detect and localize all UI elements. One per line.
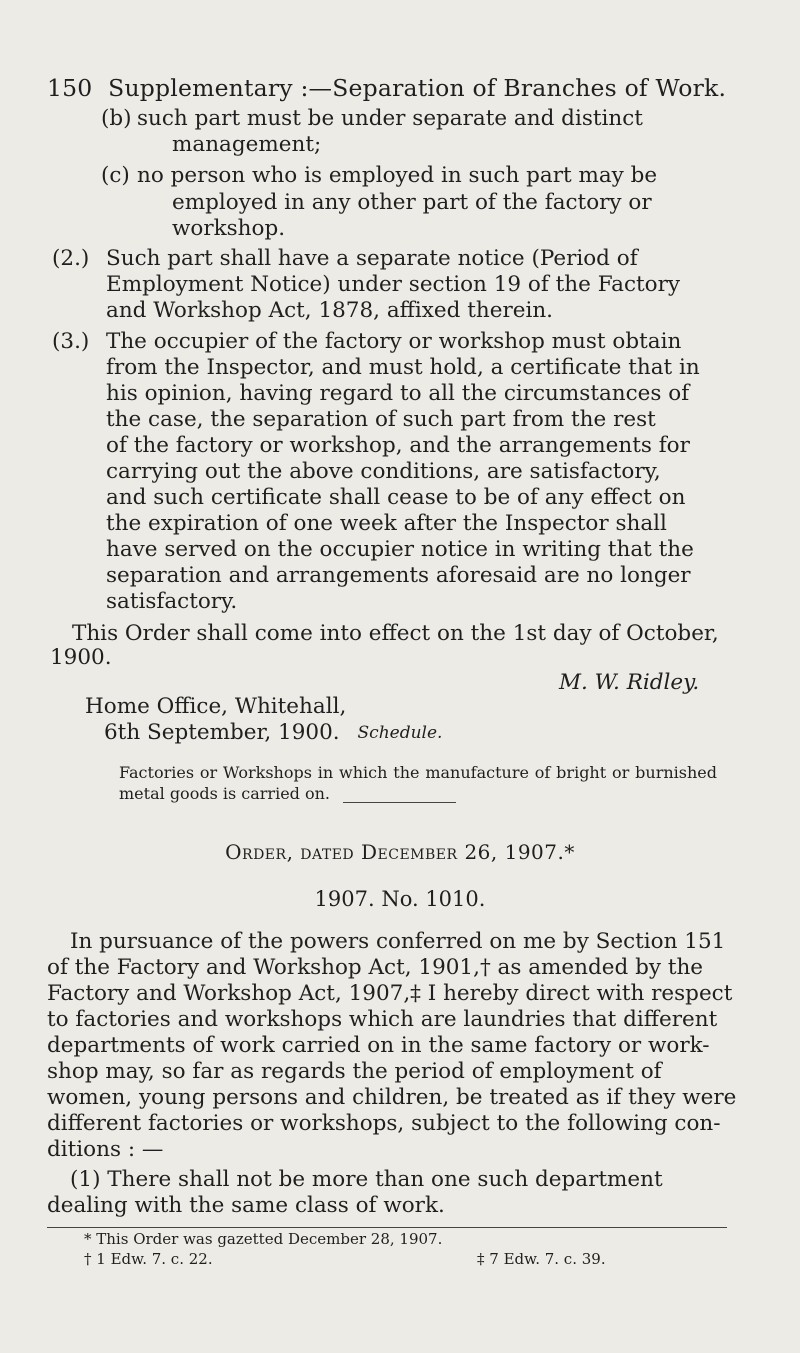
order-body-line1: In pursuance of the powers conferred on me by Section 151 bbox=[70, 929, 726, 954]
condition-c-line3: workshop. bbox=[172, 216, 286, 241]
paragraph-3-line11: satisfactory. bbox=[106, 589, 238, 614]
running-title: Supplementary :—Separation of Branches of Work. bbox=[108, 74, 727, 102]
order-body-line6: shop may, so far as regards the period of employment of bbox=[47, 1059, 662, 1084]
paragraph-2-text: Such part shall have a separate notice (Period of bbox=[106, 246, 638, 271]
paragraph-3-line10: separation and arrangements aforesaid are no longer bbox=[106, 563, 691, 588]
footnote-rule bbox=[47, 1227, 727, 1228]
commencement-line1: This Order shall come into effect on the 1st day of October, bbox=[72, 621, 719, 646]
order-body-line4: to factories and workshops which are laundries that different bbox=[47, 1007, 718, 1032]
paragraph-3-line1 bbox=[52, 329, 682, 355]
schedule-title: Schedule. bbox=[357, 723, 443, 743]
order-condition-1-line1: (1) There shall not be more than one such department bbox=[70, 1167, 663, 1192]
paragraph-2-line3: and Workshop Act, 1878, affixed therein. bbox=[106, 298, 554, 323]
order-body-line5: departments of work carried on in the same factory or work- bbox=[47, 1033, 710, 1058]
condition-b-line1 bbox=[101, 106, 643, 132]
page-number: 150 bbox=[47, 74, 93, 102]
order-title-word3: December bbox=[361, 840, 458, 864]
order-title bbox=[0, 840, 800, 864]
paragraph-3-line3: his opinion, having regard to all the circumstances of bbox=[106, 381, 690, 406]
paragraph-3-line5: of the factory or workshop, and the arrangements for bbox=[106, 433, 690, 458]
order-body-line2: of the Factory and Workshop Act, 1901,† as amended by the bbox=[47, 955, 704, 980]
order-condition-1-line2: dealing with the same class of work. bbox=[47, 1193, 445, 1218]
condition-b-text: such part must be under separate and distinct bbox=[137, 106, 643, 131]
section-divider bbox=[343, 802, 456, 803]
paragraph-2-label: (2.) bbox=[52, 246, 90, 271]
condition-c-line2: employed in any other part of the factory or bbox=[172, 190, 652, 215]
paragraph-2-line2: Employment Notice) under section 19 of the Factory bbox=[106, 272, 681, 297]
paragraph-3-line8: the expiration of one week after the Inspector shall bbox=[106, 511, 667, 536]
paragraph-3-line2: from the Inspector, and must hold, a certificate that in bbox=[106, 355, 700, 380]
order-body-line7: women, young persons and children, be treated as if they were bbox=[47, 1085, 737, 1110]
condition-c-text: no person who is employed in such part may be bbox=[137, 163, 658, 188]
condition-c-line1 bbox=[101, 163, 658, 189]
paragraph-3-line9: have served on the occupier notice in writing that the bbox=[106, 537, 694, 562]
order-body-line8: different factories or workshops, subject to the following con- bbox=[47, 1111, 721, 1136]
condition-b-line2: management; bbox=[172, 132, 322, 157]
signature: M. W. Ridley. bbox=[559, 670, 700, 695]
commencement-line2: 1900. bbox=[50, 645, 112, 670]
order-title-word2: dated bbox=[300, 840, 355, 864]
order-body-line9: ditions : — bbox=[47, 1137, 164, 1162]
footnote-double-dagger: ‡ 7 Edw. 7. c. 39. bbox=[477, 1250, 606, 1268]
place-line2: 6th September, 1900. bbox=[104, 720, 340, 745]
paragraph-3-line4: the case, the separation of such part from the rest bbox=[106, 407, 656, 432]
paragraph-3-label: (3.) bbox=[52, 329, 90, 354]
paragraph-2-line1 bbox=[52, 246, 638, 272]
order-title-word1: Order, bbox=[225, 840, 294, 864]
paragraph-3-text: The occupier of the factory or workshop must obtain bbox=[106, 329, 682, 354]
running-header bbox=[47, 74, 726, 102]
place-line1: Home Office, Whitehall, bbox=[85, 694, 347, 719]
condition-c-label: (c) bbox=[101, 163, 130, 188]
paragraph-3-line7: and such certificate shall cease to be of any effect on bbox=[106, 485, 686, 510]
footnote-dagger: † 1 Edw. 7. c. 22. bbox=[84, 1250, 213, 1268]
schedule-text: Factories or Workshops in which the manufacture of bright or burnished metal goods is carried on. bbox=[119, 763, 717, 803]
condition-b-label: (b) bbox=[101, 106, 132, 131]
order-body-line3: Factory and Workshop Act, 1907,‡ I hereby direct with respect bbox=[47, 981, 733, 1006]
order-title-date: 26, 1907.* bbox=[464, 840, 575, 864]
footnote-star: * This Order was gazetted December 28, 1907. bbox=[84, 1230, 443, 1248]
order-number: 1907. No. 1010. bbox=[314, 887, 486, 911]
paragraph-3-line6: carrying out the above conditions, are satisfactory, bbox=[106, 459, 661, 484]
